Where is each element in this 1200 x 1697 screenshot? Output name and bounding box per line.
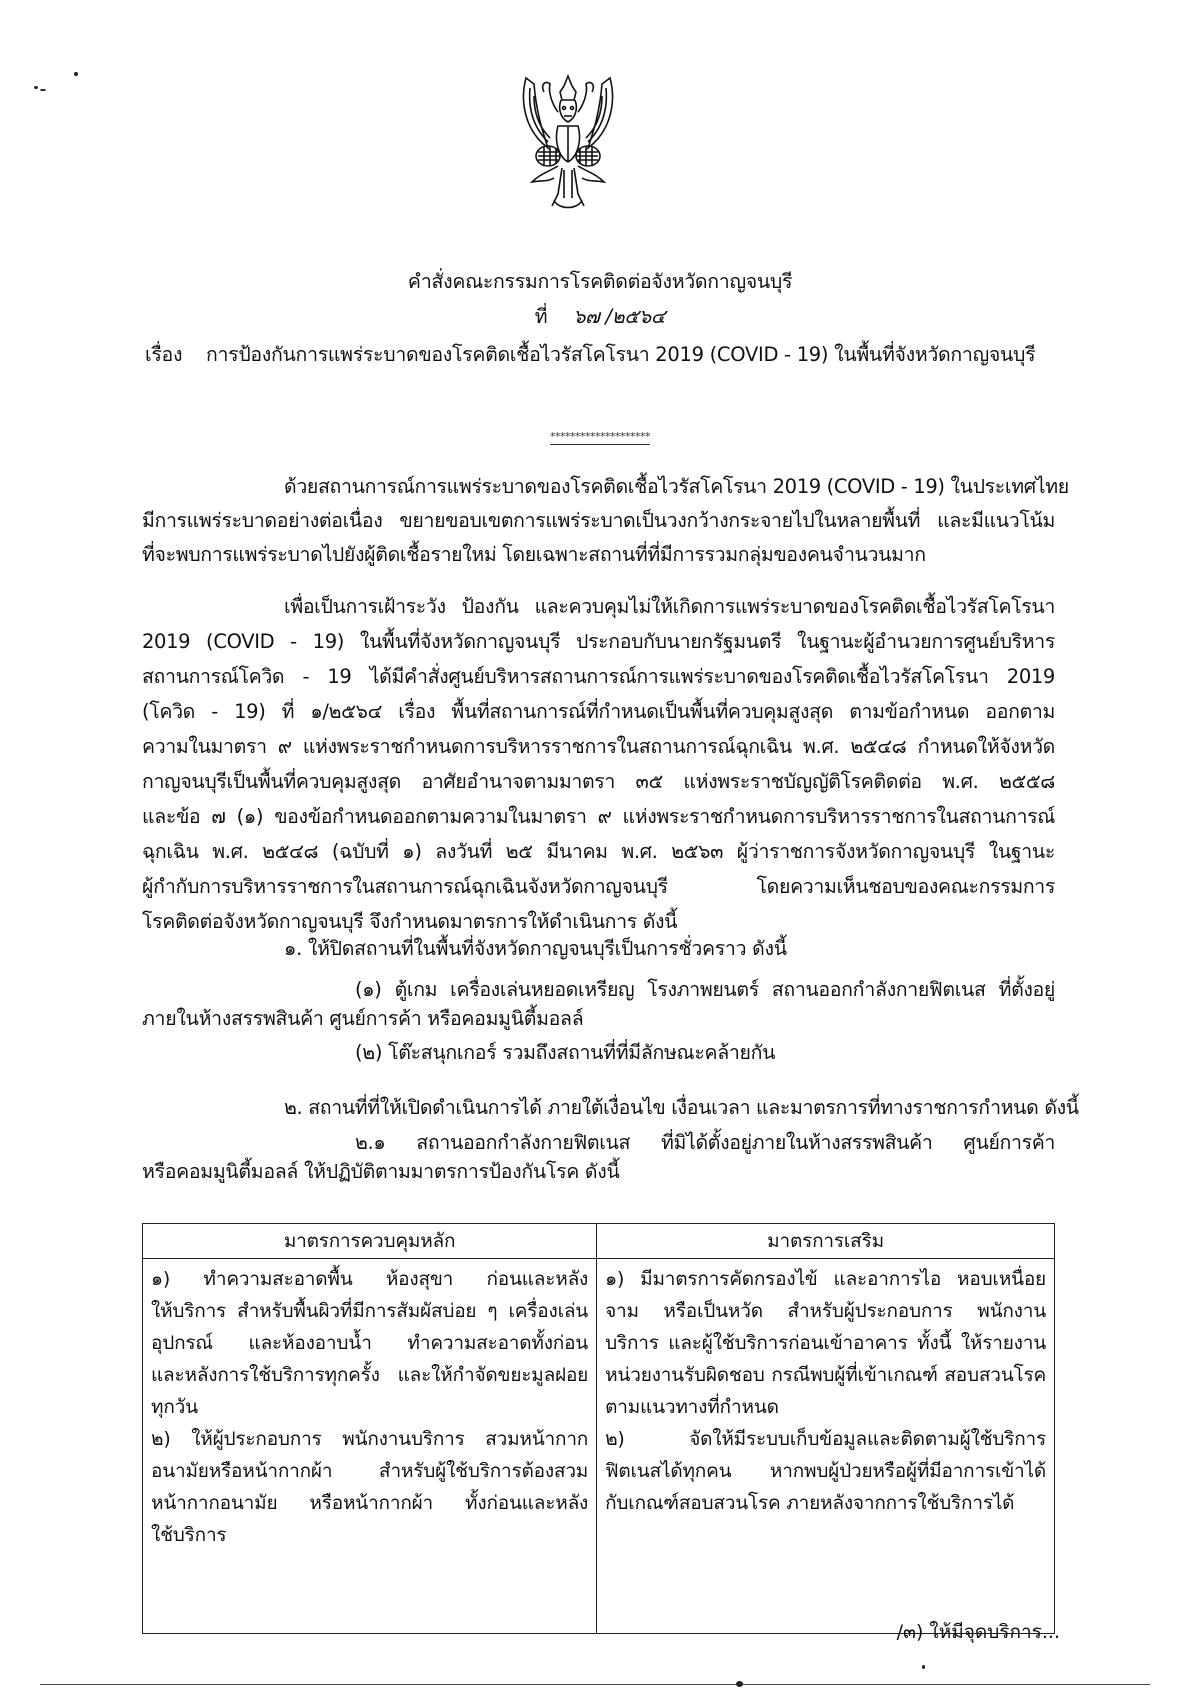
item-2-1-line1: ๒.๑ สถานออกกำลังกายฟิตเนส ที่มิได้ตั้งอยู่ภายในห้างสรรพสินค้า ศูนย์การค้า [355, 1131, 1055, 1154]
main-measure-line: หน้ากากอนามัย หรือหน้ากากผ้า ทั้งก่อนและหลัง [151, 1492, 589, 1514]
main-measure-line: อนามัยหรือหน้ากากผ้า สำหรับผู้ใช้บริการต้องสวม [151, 1460, 589, 1482]
paragraph-2-line: ผู้กำกับการบริหารราชการในสถานการณ์ฉุกเฉินจังหวัดกาญจนบุรี โดยความเห็นชอบของคณะกรรมการ [142, 875, 1055, 898]
paragraph-2-line: สถานการณ์โควิด - 19 ได้มีคำสั่งศูนย์บริหารสถานการณ์การแพร่ระบาดของโรคติดเชื้อไวรัสโคโรนา 2019 [142, 665, 1055, 688]
item-1: ๑. ให้ปิดสถานที่ในพื้นที่จังหวัดกาญจนบุรีเป็นการชั่วคราว ดังนี้ [284, 937, 787, 960]
supplementary-measure-line: ๒) จัดให้มีระบบเก็บข้อมูลและติดตามผู้ใช้บริการ [605, 1428, 1046, 1450]
order-number: ๖๗ /๒๕๖๔ [573, 305, 666, 328]
scan-speck [74, 72, 78, 76]
measures-table [142, 1223, 1055, 1634]
supplementary-measure-line: ตามแนวทางที่กำหนด [605, 1396, 779, 1418]
supplementary-measure-line: หน่วยงานรับผิดชอบ กรณีพบผู้ที่เข้าเกณฑ์ สอบสวนโรค [605, 1364, 1046, 1386]
continuation-text: /๓) ให้มีจุดบริการ... [896, 1621, 1060, 1643]
supplementary-measure-line: ฟิตเนสได้ทุกคน หากพบผู้ป่วยหรือผู้ที่มีอาการเข้าได้ [605, 1460, 1046, 1482]
supplementary-measure-line: ๑) มีมาตรการคัดกรองไข้ และอาการไอ หอบเหนื่อย [605, 1268, 1046, 1290]
paragraph-1-line: มีการแพร่ระบาดอย่างต่อเนื่อง ขยายขอบเขตการแพร่ระบาดเป็นวงกว้างกระจายไปในหลายพื้นที่ และมีแนวโน้ม [142, 509, 1055, 532]
scan-speck [922, 1665, 925, 1669]
main-measure-line: ๑) ทำความสะอาดพื้น ห้องสุขา ก่อนและหลัง [151, 1268, 589, 1290]
paragraph-2-line: กาญจนบุรีเป็นพื้นที่ควบคุมสูงสุด อาศัยอำนาจตามมาตรา ๓๕ แห่งพระราชบัญญัติโรคติดต่อ พ.ศ. ๒๕๕๘ [142, 770, 1055, 793]
header-main-measures: มาตรการควบคุมหลัก [143, 1224, 597, 1259]
main-measure-line: ๒) ให้ผู้ประกอบการ พนักงานบริการ สวมหน้ากาก [151, 1428, 589, 1450]
table-header-row [143, 1224, 1055, 1259]
item-1-1-line2: ภายในห้างสรรพสินค้า ศูนย์การค้า หรือคอมมูนิตี้มอลล์ [142, 1007, 584, 1030]
table-row [143, 1259, 1055, 1634]
header-supplementary-measures: มาตรการเสริม [597, 1224, 1055, 1259]
subject-label: เรื่อง [145, 343, 183, 366]
main-measure-line: ใช้บริการ [151, 1524, 227, 1546]
paragraph-2-line: 2019 (COVID - 19) ในพื้นที่จังหวัดกาญจนบุรี ประกอบกับนายกรัฐมนตรี ในฐานะผู้อำนวยการศูนย์บริหาร [142, 630, 1055, 653]
order-title: คำสั่งคณะกรรมการโรคติดต่อจังหวัดกาญจนบุรี [407, 270, 793, 293]
item-1-1-line1: (๑) ตู้เกม เครื่องเล่นหยอดเหรียญ โรงภาพยนตร์ สถานออกกำลังกายฟิตเนส ที่ตั้งอยู่ [355, 978, 1055, 1001]
paragraph-2-line: ฉุกเฉิน พ.ศ. ๒๕๔๘ (ฉบับที่ ๑) ลงวันที่ ๒๕ มีนาคม พ.ศ. ๒๕๖๓ ผู้ว่าราชการจังหวัดกาญจนบุรี ในฐานะ [142, 840, 1055, 863]
main-measure-line: ให้บริการ สำหรับพื้นผิวที่มีการสัมผัสบ่อย ๆ เครื่องเล่น [151, 1300, 589, 1322]
paragraph-2-line: ความในมาตรา ๙ แห่งพระราชกำหนดการบริหารราชการในสถานการณ์ฉุกเฉิน พ.ศ. ๒๕๔๘ กำหนดให้จังหวัด [142, 735, 1055, 758]
scan-speck [40, 89, 46, 91]
main-measure-line: อุปกรณ์ และห้องอาบน้ำ ทำความสะอาดทั้งก่อน [151, 1332, 589, 1354]
paragraph-1-line: ด้วยสถานการณ์การแพร่ระบาดของโรคติดเชื้อไวรัสโคโรนา 2019 (COVID - 19) ในประเทศไทย [284, 475, 1069, 498]
item-1-2: (๒) โต๊ะสนุกเกอร์ รวมถึงสถานที่ที่มีลักษณะคล้ายกัน [355, 1041, 776, 1064]
page-bottom-rule [40, 1684, 1150, 1685]
supplementary-measure-line: กับเกณฑ์สอบสวนโรค ภายหลังจากการใช้บริการได้ [605, 1492, 1015, 1514]
scan-speck [736, 1681, 743, 1687]
garuda-emblem-icon [518, 70, 618, 215]
scan-speck [34, 86, 38, 89]
paragraph-2-line: โรคติดต่อจังหวัดกาญจนบุรี จึงกำหนดมาตรการให้ดำเนินการ ดังนี้ [142, 910, 678, 933]
subject-text: การป้องกันการแพร่ระบาดของโรคติดเชื้อไวรัสโคโรนา 2019 (COVID - 19) ในพื้นที่จังหวัดกาญจนบุรี [205, 343, 1036, 366]
paragraph-2-line: และข้อ ๗ (๑) ของข้อกำหนดออกตามความในมาตรา ๙ แห่งพระราชกำหนดการบริหารราชการในสถานการณ์ [142, 805, 1055, 828]
main-measure-line: ทุกวัน [151, 1396, 198, 1418]
supplementary-measure-line: จาม หรือเป็นหวัด สำหรับผู้ประกอบการ พนักงาน [605, 1300, 1046, 1322]
order-number-row [0, 307, 1200, 327]
item-2-1-line2: หรือคอมมูนิตี้มอลล์ ให้ปฏิบัติตามมาตรการป้องกันโรค ดังนี้ [142, 1160, 620, 1183]
supplementary-measures-cell [597, 1259, 1055, 1634]
item-2: ๒. สถานที่ที่ให้เปิดดำเนินการได้ ภายใต้เงื่อนไข เงื่อนเวลา และมาตรการที่ทางราชการกำหนด ดังนี้ [284, 1096, 1079, 1119]
order-number-prefix: ที่ [534, 305, 548, 328]
supplementary-measure-line: บริการ และผู้ใช้บริการก่อนเข้าอาคาร ทั้งนี้ ให้รายงาน [605, 1332, 1046, 1354]
paragraph-2-line: (โควิด - 19) ที่ ๑/๒๕๖๔ เรื่อง พื้นที่สถานการณ์ที่กำหนดเป็นพื้นที่ควบคุมสูงสุด ตามข้อกำหนด ออกตาม [142, 700, 1055, 723]
main-measures-cell [143, 1259, 597, 1634]
subject-row [145, 345, 1035, 365]
separator-stars: ******************** [550, 430, 650, 443]
paragraph-2-line: เพื่อเป็นการเฝ้าระวัง ป้องกัน และควบคุมไม่ให้เกิดการแพร่ระบาดของโรคติดเชื้อไวรัสโคโรนา [284, 595, 1055, 618]
paragraph-1-line: ที่จะพบการแพร่ระบาดไปยังผู้ติดเชื้อรายใหม่ โดยเฉพาะสถานที่ที่มีการรวมกลุ่มของคนจำนวนมาก [142, 543, 926, 566]
main-measure-line: และหลังการใช้บริการทุกครั้ง และให้กำจัดขยะมูลฝอย [151, 1364, 589, 1386]
